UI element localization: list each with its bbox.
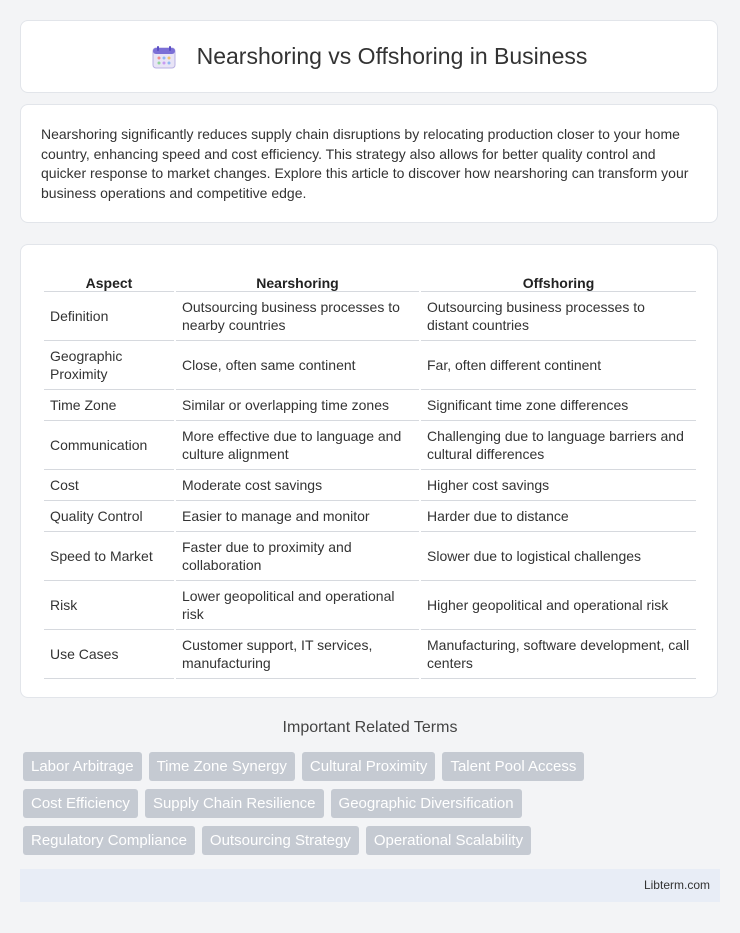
header-nearshoring: Nearshoring xyxy=(176,265,419,292)
table-row xyxy=(44,470,696,501)
row-aspect: Use Cases xyxy=(44,630,174,679)
tag-operational-scalability[interactable]: Operational Scalability xyxy=(366,826,531,855)
row-offshoring: Far, often different continent xyxy=(421,341,696,390)
row-offshoring: Significant time zone differences xyxy=(421,390,696,421)
tag-talent-pool-access[interactable]: Talent Pool Access xyxy=(442,752,584,781)
row-aspect: Communication xyxy=(44,421,174,470)
table-row xyxy=(44,341,696,390)
header-offshoring: Offshoring xyxy=(421,265,696,292)
row-nearshoring: More effective due to language and culture alignment xyxy=(176,421,419,470)
table-row xyxy=(44,581,696,630)
table-row xyxy=(44,292,696,341)
tag-supply-chain-resilience[interactable]: Supply Chain Resilience xyxy=(145,789,324,818)
tag-time-zone-synergy[interactable]: Time Zone Synergy xyxy=(149,752,295,781)
table-row xyxy=(44,501,696,532)
row-offshoring: Slower due to logistical challenges xyxy=(421,532,696,581)
row-offshoring: Challenging due to language barriers and cultural differences xyxy=(421,421,696,470)
row-nearshoring: Outsourcing business processes to nearby countries xyxy=(176,292,419,341)
row-aspect: Time Zone xyxy=(44,390,174,421)
intro-text: Nearshoring significantly reduces supply chain disruptions by relocating production closer to your home country, enhancing speed and cost efficiency. This strategy also allows for better quality control and quicker response to market changes. Explore this article to discover how nearshoring can transform your business operations and competitive edge. xyxy=(41,126,689,201)
footer-site-link[interactable]: Libterm.com xyxy=(643,878,710,892)
row-nearshoring: Close, often same continent xyxy=(176,341,419,390)
table-row xyxy=(44,421,696,470)
page-title: Nearshoring vs Offshoring in Business xyxy=(196,43,588,69)
row-offshoring: Higher cost savings xyxy=(421,470,696,501)
tag-outsourcing-strategy[interactable]: Outsourcing Strategy xyxy=(202,826,359,855)
row-nearshoring: Easier to manage and monitor xyxy=(176,501,419,532)
related-terms-title: Important Related Terms xyxy=(282,719,458,736)
header-card xyxy=(20,20,718,93)
calendar-icon xyxy=(151,44,177,70)
tag-regulatory-compliance[interactable]: Regulatory Compliance xyxy=(23,826,195,855)
table-row xyxy=(44,630,696,679)
intro-card xyxy=(20,104,718,223)
row-offshoring: Manufacturing, software development, call centers xyxy=(421,630,696,679)
comparison-table xyxy=(42,265,698,679)
row-offshoring: Harder due to distance xyxy=(421,501,696,532)
table-row xyxy=(44,390,696,421)
row-nearshoring: Customer support, IT services, manufacturing xyxy=(176,630,419,679)
row-aspect: Risk xyxy=(44,581,174,630)
table-row xyxy=(44,532,696,581)
row-aspect: Speed to Market xyxy=(44,532,174,581)
comparison-table-card xyxy=(20,244,718,698)
row-nearshoring: Similar or overlapping time zones xyxy=(176,390,419,421)
row-nearshoring: Lower geopolitical and operational risk xyxy=(176,581,419,630)
footer xyxy=(20,869,720,902)
header-aspect: Aspect xyxy=(44,265,174,292)
row-aspect: Definition xyxy=(44,292,174,341)
tag-cultural-proximity[interactable]: Cultural Proximity xyxy=(302,752,436,781)
tag-cost-efficiency[interactable]: Cost Efficiency xyxy=(23,789,138,818)
row-aspect: Cost xyxy=(44,470,174,501)
row-offshoring: Outsourcing business processes to distant countries xyxy=(421,292,696,341)
related-terms-list xyxy=(23,752,723,863)
tag-geographic-diversification[interactable]: Geographic Diversification xyxy=(331,789,522,818)
row-nearshoring: Faster due to proximity and collaboration xyxy=(176,532,419,581)
row-nearshoring: Moderate cost savings xyxy=(176,470,419,501)
row-aspect: Geographic Proximity xyxy=(44,341,174,390)
row-aspect: Quality Control xyxy=(44,501,174,532)
tag-labor-arbitrage[interactable]: Labor Arbitrage xyxy=(23,752,142,781)
row-offshoring: Higher geopolitical and operational risk xyxy=(421,581,696,630)
